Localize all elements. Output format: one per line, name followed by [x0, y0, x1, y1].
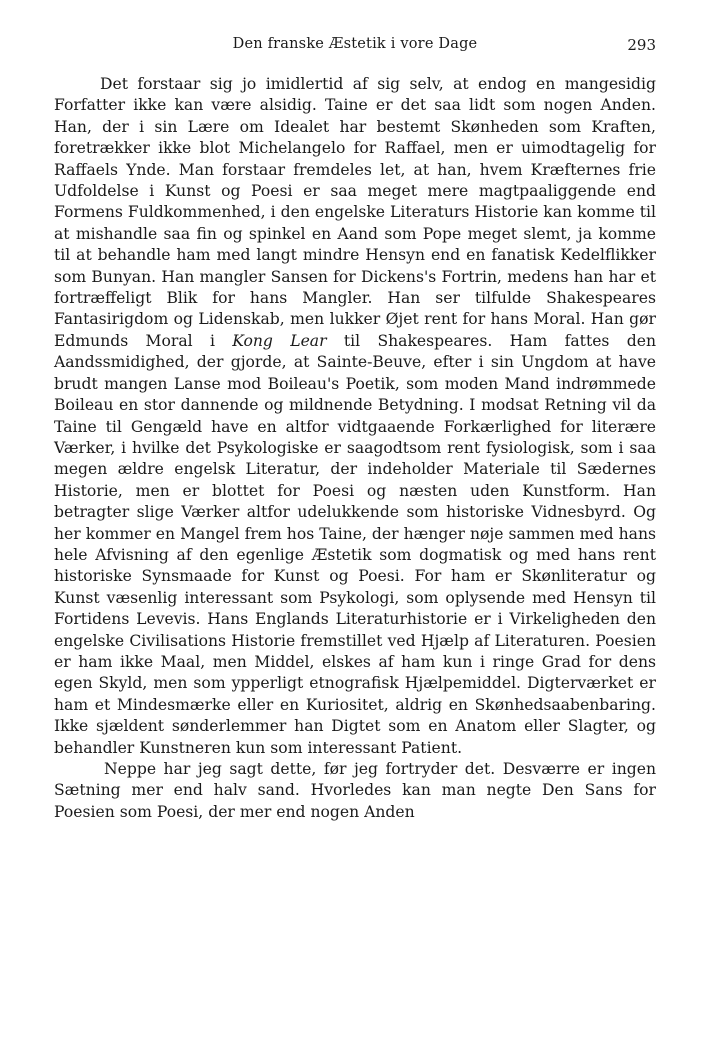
book-page: [54, 36, 656, 823]
running-title: Den franske Æstetik i vore Dage: [232, 36, 478, 52]
italic-title-kong-lear: Kong Lear: [232, 331, 327, 350]
paragraph-1-part-1: Det forstaar sig jo imidlertid af sig selv, at endog en mangesidig Forfatter ikke kan være alsidig. Taine er det saa lidt som nogen Anden. Han, der i sin Lære om Idealet har bestemt Skønheden som Kraften, foretrækker ikke blot Michelangelo for Raffael, men er uimodtagelig for Raffaels Ynde. Man forstaar fremdeles let, at han, hvem Kræfternes frie Udfoldelse i Kunst og Poesi er saa meget mere magtpaaliggende end Formens Fuldkommenhed, i den engelske Literaturs Historie kan komme til at mishandle saa fin og spinkel en Aand som Pope meget slemt, ja komme til at behandle ham med langt mindre Hensyn end en fanatisk Kedelflikker som Bunyan. Han mangler Sansen for Dickens's Fortrin, medens han har et fortræffeligt Blik for hans Mangler. Han ser tilfulde Shakespeares Fantasirigdom og Lidenskab, men lukker Øjet rent for hans Moral. Han gør Edmunds Moral i: [54, 75, 656, 350]
paragraph-1: [54, 74, 656, 759]
page-number: 293: [627, 36, 656, 54]
page-header: [54, 36, 656, 58]
paragraph-1-part-2: til Shakespeares. Ham fattes den Aandssmidighed, der gjorde, at Sainte-Beuve, efter i sin Ungdom at have brudt mangen Lanse mod Boileau's Poetik, som moden Mand indrømmede Boileau en stor dannende og mildnende Betydning. I modsat Retning vil da Taine til Gengæld have en altfor vidtgaaende Forkærlighed for literære Værker, i hvilke det Psykologiske er saagodtsom rent fysiologisk, som i saa megen ældre engelsk Literatur, der indeholder Materiale til Sædernes Historie, men er blottet for Poesi og næsten uden Kunstform. Han betragter slige Værker altfor udelukkende som historiske Vidnesbyrd. Og her kommer en Mangel frem hos Taine, der hænger nøje sammen med hans hele Afvisning af den egenlige Æstetik som dogmatisk og med hans rent historiske Synsmaade for Kunst og Poesi. For ham er Skønliteratur og Kunst væsenlig interessant som Psykologi, som oplysende med Hensyn til Fortidens Levevis. Hans Englands Literaturhistorie er i Virkeligheden den engelske Civilisations Historie fremstillet ved Hjælp af Literaturen. Poesien er ham ikke Maal, men Middel, elskes af ham kun i ringe Grad for dens egen Skyld, men som ypperligt etnografisk Hjælpemiddel. Digterværket er ham et Mindesmærke eller en Kuriositet, aldrig en Skønhedsaabenbaring. Ikke sjældent sønderlemmer han Digtet som en Anatom eller Slagter, og behandler Kunstneren kun som interessant Patient.: [54, 331, 657, 757]
body-text: [54, 74, 656, 823]
paragraph-2: Neppe har jeg sagt dette, før jeg fortryder det. Desværre er ingen Sætning mer end halv sand. Hvorledes kan man negte Den Sans for Poesien som Poesi, der mer end nogen Anden: [54, 760, 656, 821]
